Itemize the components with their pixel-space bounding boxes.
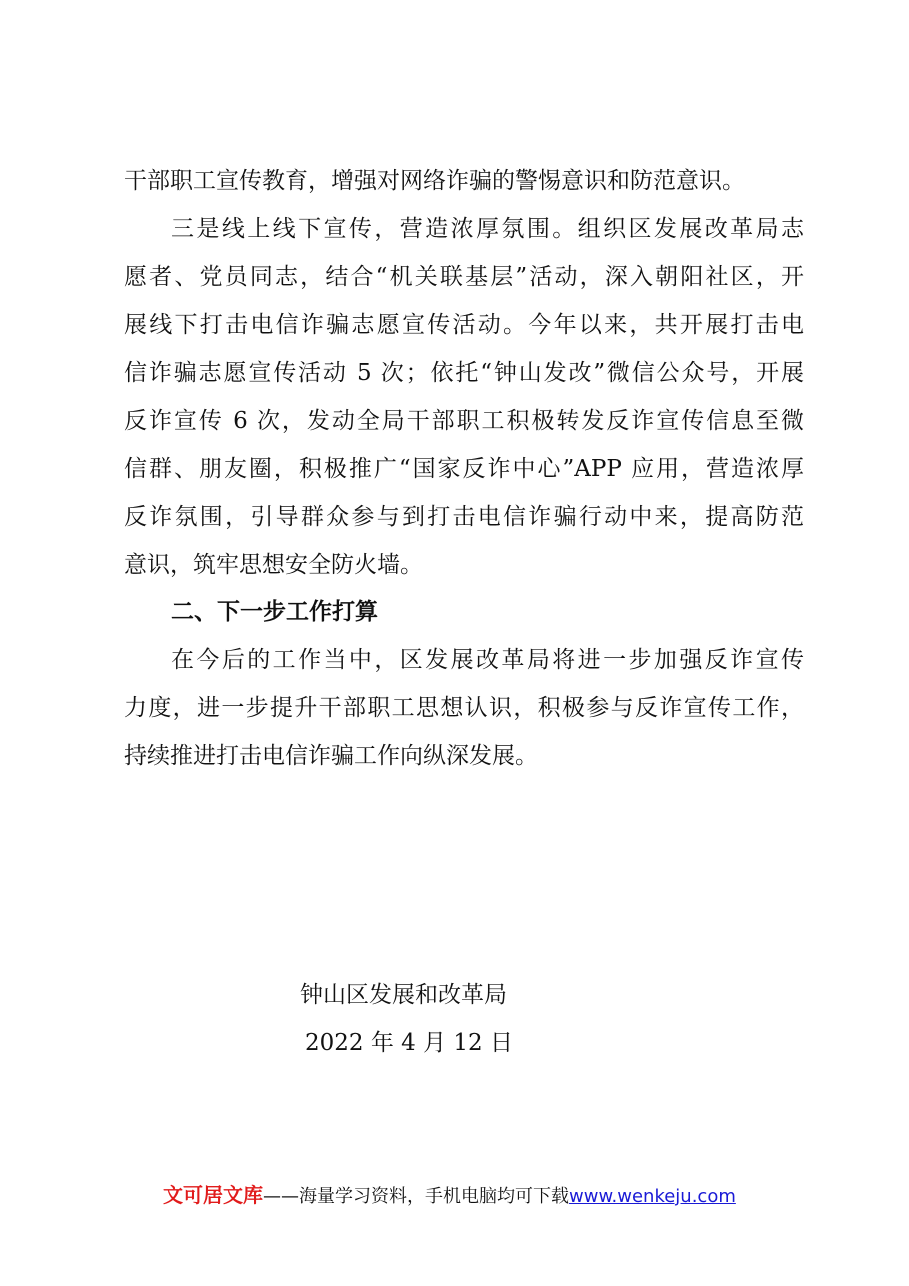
paragraph-2-line-4: 信诈骗志愿宣传活动 5 次；依托“钟山发改”微信公众号，开展 (124, 360, 804, 386)
paragraph-3-line-1: 在今后的工作当中，区发展改革局将进一步加强反诈宣传 (171, 647, 804, 673)
signature-date: 2022 年 4 月 12 日 (305, 1030, 513, 1056)
signature-organization: 钟山区发展和改革局 (300, 982, 507, 1008)
footer-slogan: ——海量学习资料，手机电脑均可下载 (263, 1186, 569, 1207)
paragraph-2-line-7: 反诈氛围，引导群众参与到打击电信诈骗行动中来，提高防范 (124, 504, 804, 530)
paragraph-3-line-2: 力度，进一步提升干部职工思想认识，积极参与反诈宣传工作， (124, 695, 804, 721)
paragraph-2-line-3: 展线下打击电信诈骗志愿宣传活动。今年以来，共开展打击电 (124, 312, 804, 338)
paragraph-1-line-1: 干部职工宣传教育，增强对网络诈骗的警惕意识和防范意识。 (124, 168, 745, 194)
paragraph-2-line-1: 三是线上线下宣传，营造浓厚氛围。组织区发展改革局志 (171, 216, 804, 242)
section-heading: 二、下一步工作打算 (171, 599, 378, 625)
paragraph-2-line-8: 意识，筑牢思想安全防火墙。 (124, 552, 423, 578)
footer-watermark (163, 1182, 736, 1210)
footer-link[interactable]: www.wenkeju.com (569, 1186, 736, 1207)
paragraph-2-line-2: 愿者、党员同志，结合“机关联基层”活动，深入朝阳社区，开 (124, 264, 804, 290)
paragraph-3-line-3: 持续推进打击电信诈骗工作向纵深发展。 (124, 743, 538, 769)
paragraph-2-line-6: 信群、朋友圈，积极推广“国家反诈中心”APP 应用，营造浓厚 (124, 456, 804, 482)
paragraph-2-line-5: 反诈宣传 6 次，发动全局干部职工积极转发反诈宣传信息至微 (124, 408, 804, 434)
footer-brand: 文可居文库 (163, 1183, 263, 1207)
